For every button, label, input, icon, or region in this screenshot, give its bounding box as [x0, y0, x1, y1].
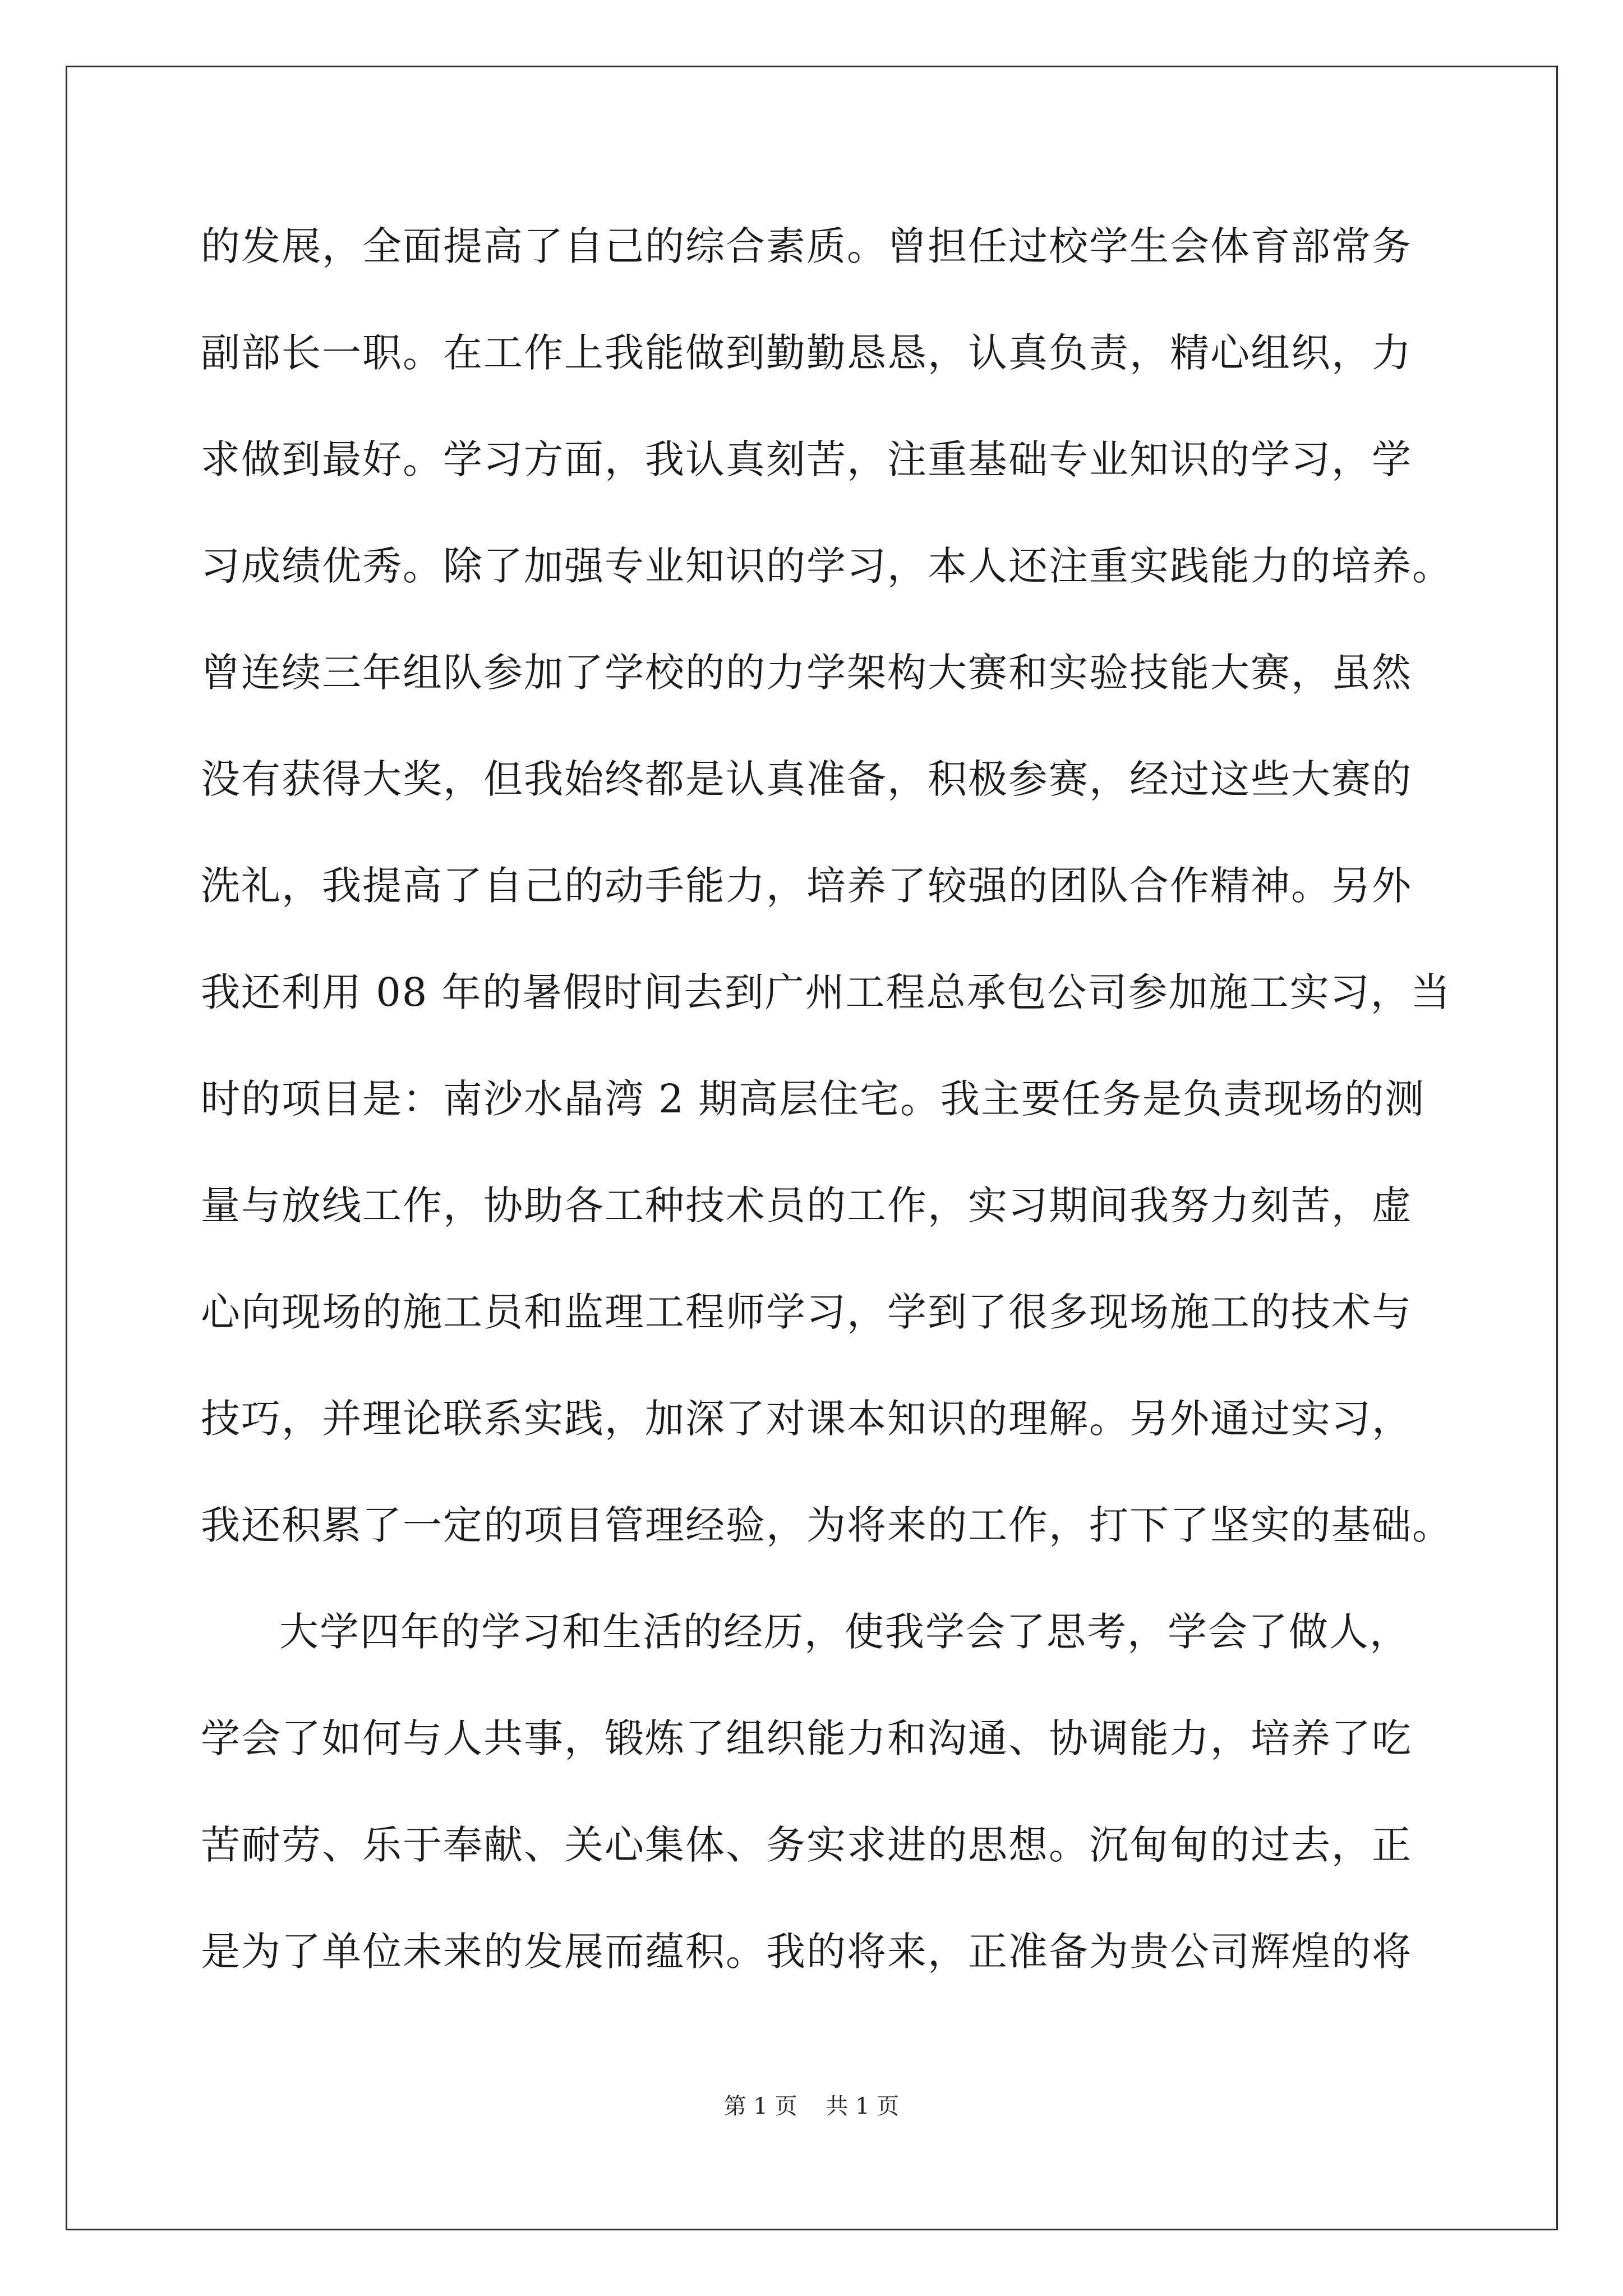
- paragraph-start-line: 大学四年的学习和生活的经历，使我学会了思考，学会了做人，: [279, 1609, 1410, 1655]
- text-line: 技巧，并理论联系实践，加深了对课本知识的理解。另外通过实习，: [201, 1396, 1412, 1442]
- text-line: 是为了单位未来的发展而蕴积。我的将来，正准备为贵公司辉煌的将: [201, 1929, 1412, 1975]
- text-line: 曾连续三年组队参加了学校的的力学架构大赛和实验技能大赛，虽然: [201, 650, 1412, 696]
- text-line: 我还利用 08 年的暑假时间去到广州工程总承包公司参加施工实习，当: [201, 969, 1451, 1015]
- text-line: 求做到最好。学习方面，我认真刻苦，注重基础专业知识的学习，学: [201, 436, 1412, 482]
- text-line: 我还积累了一定的项目管理经验，为将来的工作，打下了坚实的基础。: [201, 1502, 1453, 1548]
- text-line: 洗礼，我提高了自己的动手能力，培养了较强的团队合作精神。另外: [201, 863, 1412, 909]
- text-line: 的发展，全面提高了自己的综合素质。曾担任过校学生会体育部常务: [201, 223, 1412, 269]
- text-line: 心向现场的施工员和监理工程师学习，学到了很多现场施工的技术与: [201, 1289, 1412, 1335]
- text-line: 副部长一职。在工作上我能做到勤勤恳恳，认真负责，精心组织，力: [201, 330, 1412, 376]
- text-line: 量与放线工作，协助各工种技术员的工作，实习期间我努力刻苦，虚: [201, 1182, 1412, 1228]
- text-line: 学会了如何与人共事，锻炼了组织能力和沟通、协调能力，培养了吃: [201, 1715, 1412, 1761]
- text-line: 习成绩优秀。除了加强专业知识的学习，本人还注重实践能力的培养。: [201, 543, 1453, 589]
- text-line: 苦耐劳、乐于奉献、关心集体、务实求进的思想。沉甸甸的过去，正: [201, 1822, 1412, 1868]
- document-body: [201, 215, 1453, 2027]
- text-line: 时的项目是：南沙水晶湾 2 期高层住宅。我主要任务是负责现场的测: [201, 1076, 1426, 1122]
- text-line: 没有获得大奖，但我始终都是认真准备，积极参赛，经过这些大赛的: [201, 756, 1412, 802]
- page-footer: 第 1 页 共 1 页: [723, 2093, 900, 2119]
